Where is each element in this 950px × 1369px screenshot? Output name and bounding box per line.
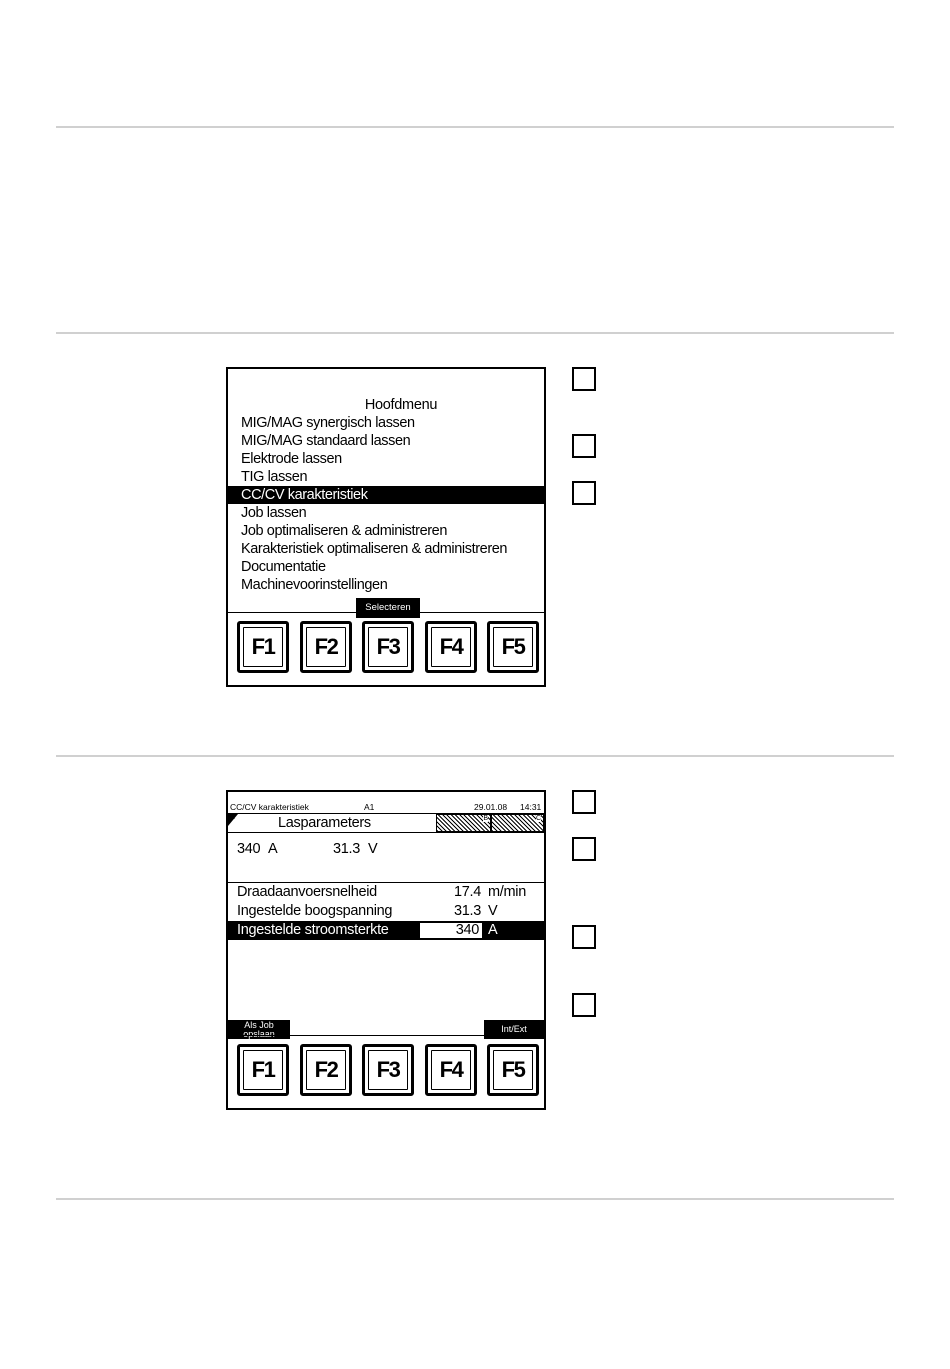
welding-parameters-display [226, 790, 546, 1110]
f1-button[interactable]: F1 [237, 1044, 289, 1096]
menu-item[interactable]: Karakteristiek optimaliseren & administreren [241, 541, 508, 557]
function-keys [228, 612, 544, 685]
tab-b-letter: B [483, 815, 488, 822]
tab-divider [228, 832, 544, 833]
divider-1 [56, 126, 894, 128]
status-date: 29.01.08 [474, 802, 508, 812]
step-checkbox[interactable] [572, 925, 596, 949]
main-menu-display [226, 367, 546, 687]
step-checkbox[interactable] [572, 481, 596, 505]
status-time: 14:31 [520, 802, 542, 812]
softkey-f1-line2: opslaan [243, 1029, 275, 1039]
param-row-arc-voltage[interactable] [228, 902, 544, 921]
param-row-wire-speed[interactable] [228, 883, 544, 902]
menu-item[interactable]: TIG lassen [241, 469, 308, 485]
tab-title: Lasparameters [278, 815, 371, 831]
status-bar [230, 802, 542, 812]
menu-item[interactable]: Job lassen [241, 505, 307, 521]
f4-button[interactable]: F4 [425, 1044, 477, 1096]
step-checkbox[interactable] [572, 837, 596, 861]
tab-lasparameters[interactable] [228, 814, 437, 832]
param-unit: m/min [488, 884, 526, 900]
menu-title: Hoofdmenu [364, 397, 438, 413]
tab-corner-mark [228, 814, 238, 826]
tab-c-letter: C [535, 815, 541, 822]
menu-item[interactable]: MIG/MAG synergisch lassen [241, 415, 415, 431]
step-checkbox[interactable] [572, 367, 596, 391]
main-menu-list [228, 414, 544, 594]
param-unit: A [488, 922, 498, 938]
tab-c[interactable] [491, 814, 544, 832]
param-unit: V [488, 903, 498, 919]
param-value: 31.3 [454, 903, 482, 919]
f5-button[interactable]: F5 [487, 621, 539, 673]
param-label: Draadaanvoersnelheid [237, 884, 377, 900]
param-value-input[interactable]: 340 [420, 923, 482, 938]
f1-button[interactable]: F1 [237, 621, 289, 673]
f3-button[interactable]: F3 [362, 621, 414, 673]
menu-item[interactable]: Job optimaliseren & administreren [241, 523, 448, 539]
tab-a-letter: A [230, 814, 235, 821]
f4-button[interactable]: F4 [425, 621, 477, 673]
divider-2 [56, 332, 894, 334]
f2-button[interactable]: F2 [300, 621, 352, 673]
tab-b[interactable] [436, 814, 491, 832]
actual-current-value: 340 [237, 841, 261, 857]
param-value: 17.4 [454, 884, 482, 900]
function-keys [228, 1035, 544, 1108]
f3-button[interactable]: F3 [362, 1044, 414, 1096]
actual-current-unit: A [268, 841, 278, 857]
f5-button[interactable]: F5 [487, 1044, 539, 1096]
menu-item[interactable]: Machinevoorinstellingen [241, 577, 388, 593]
divider-3 [56, 755, 894, 757]
step-checkbox[interactable] [572, 434, 596, 458]
softkey-label-f5: Int/Ext [484, 1020, 544, 1039]
status-job: A1 [364, 802, 375, 812]
param-label: Ingestelde boogspanning [237, 903, 393, 919]
actual-voltage-unit: V [368, 841, 378, 857]
softkey-f1-line1: Als Job [244, 1020, 274, 1030]
softkey-label-f3: Selecteren [356, 598, 420, 618]
menu-item[interactable]: MIG/MAG standaard lassen [241, 433, 411, 449]
status-mode: CC/CV karakteristiek [230, 802, 309, 812]
step-checkbox[interactable] [572, 993, 596, 1017]
param-row-current-selected[interactable] [228, 921, 544, 940]
step-checkbox[interactable] [572, 790, 596, 814]
menu-item-selected[interactable]: CC/CV karakteristiek [228, 486, 544, 504]
param-label: Ingestelde stroomsterkte [237, 922, 389, 938]
menu-item[interactable]: Documentatie [241, 559, 326, 575]
actual-voltage-value: 31.3 [333, 841, 361, 857]
divider-4 [56, 1198, 894, 1200]
f2-button[interactable]: F2 [300, 1044, 352, 1096]
menu-item[interactable]: Elektrode lassen [241, 451, 342, 467]
